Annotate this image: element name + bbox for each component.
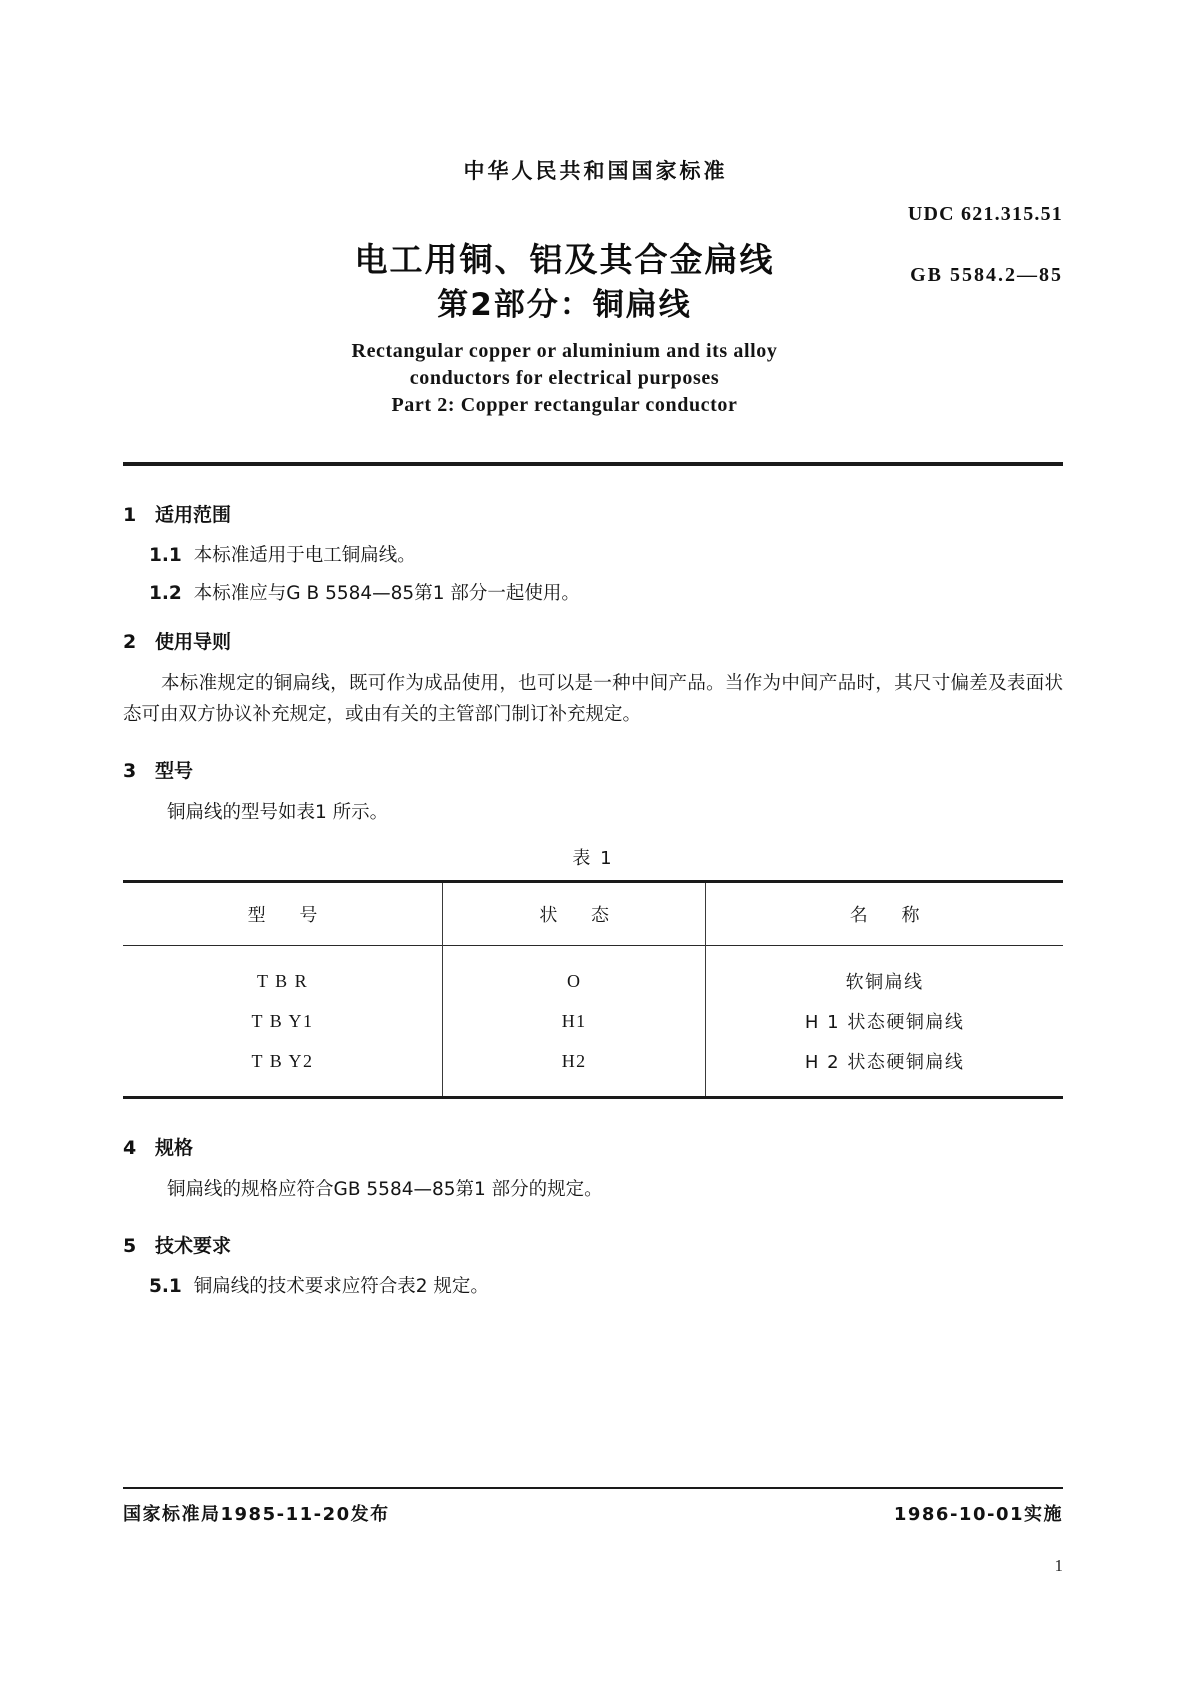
section-heading-1 [123, 500, 1063, 527]
section-title-1: 适用范围 [155, 504, 232, 526]
table-1 [123, 880, 1063, 1099]
clause-text-1-1: 本标准适用于电工铜扁线。 [193, 545, 416, 566]
title-english [0, 338, 1191, 419]
title-chinese-line-2: 第2部分：铜扁线 [437, 287, 692, 323]
cell-model-2: T B Y1 [251, 1010, 314, 1031]
cell-name-3: H 2 状态硬铜扁线 [804, 1052, 965, 1073]
title-chinese [0, 238, 1191, 328]
cell-model-1: T B R [256, 970, 309, 991]
page-number: 1 [1054, 1556, 1063, 1575]
clause-text-1-2: 本标准应与G B 5584—85第1 部分一起使用。 [193, 583, 580, 604]
spacer [123, 1099, 1063, 1133]
clause-1-1 [123, 541, 1063, 567]
section-heading-3 [123, 756, 1063, 783]
national-standard-label: 中华人民共和国国家标准 [463, 159, 728, 183]
section-heading-4 [123, 1133, 1063, 1160]
cell-model-3: T B Y2 [251, 1050, 314, 1071]
section-title-4: 规格 [155, 1137, 194, 1159]
column-header-state: 状 态 [443, 882, 706, 946]
title-english-line-3: Part 2: Copper rectangular conductor [391, 394, 738, 416]
spacer [123, 746, 1063, 756]
clause-number-1-1: 1.1 [149, 545, 182, 566]
cell-name-2: H 1 状态硬铜扁线 [804, 1012, 965, 1033]
section-2-paragraph: 本标准规定的铜扁线，既可作为成品使用，也可以是一种中间产品。当作为中间产品时，其尺寸偏差及表面状态可由双方协议补充规定，或由有关的主管部门制订补充规定。 [123, 673, 1063, 725]
table-row [123, 1001, 1063, 1041]
column-header-name: 名 称 [849, 905, 934, 926]
section-title-5: 技术要求 [155, 1235, 232, 1257]
cell-state-3: H2 [443, 1041, 706, 1098]
section-number-2: 2 [123, 631, 137, 653]
footer-effective-date: 1986-10-01实施 [893, 1504, 1063, 1525]
section-3-lead-text: 铜扁线的型号如表1 所示。 [167, 802, 389, 823]
table-header-row [123, 882, 1063, 946]
standard-number: GB 5584.2—85 [910, 264, 1063, 286]
section-heading-5 [123, 1231, 1063, 1258]
document-body [123, 500, 1063, 1310]
clause-text-5-1: 铜扁线的技术要求应符合表2 规定。 [193, 1276, 489, 1297]
section-heading-2 [123, 627, 1063, 654]
section-4-paragraph: 铜扁线的规格应符合GB 5584—85第1 部分的规定。 [167, 1179, 603, 1200]
clause-1-2 [123, 579, 1063, 605]
table-row [123, 1041, 1063, 1098]
section-title-3: 型号 [155, 760, 194, 782]
table-1-caption: 表 1 [572, 848, 614, 869]
table-row [123, 946, 1063, 1002]
cell-state-2: H1 [443, 1001, 706, 1041]
table-1-header [123, 882, 1063, 946]
section-number-4: 4 [123, 1137, 137, 1159]
section-title-2: 使用导则 [155, 631, 232, 653]
column-header-model: 型 号 [247, 905, 332, 926]
section-number-1: 1 [123, 504, 137, 526]
spacer [123, 1221, 1063, 1231]
title-english-line-2: conductors for electrical purposes [409, 367, 720, 389]
clause-5-1 [123, 1272, 1063, 1298]
cell-state-1: O [443, 946, 706, 1002]
spacer [123, 617, 1063, 627]
clause-number-1-2: 1.2 [149, 583, 182, 604]
title-english-line-1: Rectangular copper or aluminium and its alloy [351, 340, 778, 362]
clause-number-5-1: 5.1 [149, 1276, 182, 1297]
udc-code: UDC 621.315.51 [907, 203, 1063, 225]
footer-divider-rule [123, 1487, 1063, 1489]
title-chinese-line-1: 电工用铜、铝及其合金扁线 [354, 240, 775, 279]
footer-issued-date: 国家标准局1985-11-20发布 [123, 1504, 390, 1525]
table-1-body [123, 946, 1063, 1098]
section-number-3: 3 [123, 760, 137, 782]
header-divider-rule [123, 462, 1063, 466]
section-number-5: 5 [123, 1235, 137, 1257]
cell-name-1: 软铜扁线 [845, 972, 924, 993]
